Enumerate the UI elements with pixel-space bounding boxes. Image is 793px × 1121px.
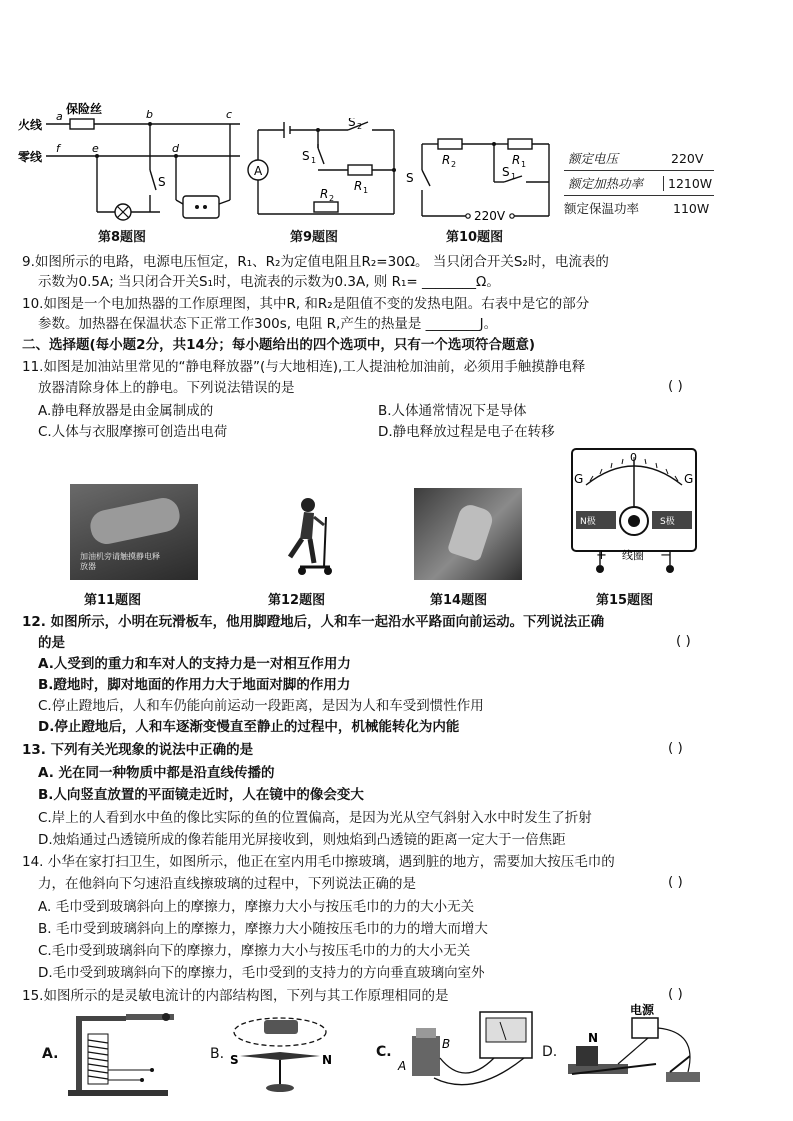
- q14-option-b: B. 毛巾受到玻璃斜向上的摩擦力，摩擦力大小随按压毛巾的力的增大而增大: [38, 921, 488, 937]
- plus-terminal: +: [596, 548, 607, 563]
- q13-option-a: A. 光在同一种物质中都是沿直线传播的: [38, 765, 275, 781]
- q15-option-d-label: D.: [542, 1044, 558, 1060]
- point-d: d: [172, 142, 179, 155]
- q12-line1: 12. 如图所示，小明在玩滑板车，他用脚蹬地后，人和车一起沿水平路面向前运动。下列说法正确: [22, 614, 605, 630]
- point-f: f: [56, 142, 60, 155]
- q10-line2: 参数。加热器在保温状态下正常工作300s, 电阻 R,产生的热量是 ________J。: [38, 316, 498, 332]
- q13-option-d: D.烛焰通过凸透镜所成的像若能用光屏接收到，则烛焰到凸透镜的距离一定大于一倍焦距: [38, 832, 566, 848]
- table-cell-label: 额定加热功率: [568, 176, 644, 191]
- figure-8-caption: 第8题图: [98, 230, 147, 245]
- figure-12-scooter: [280, 495, 340, 577]
- q10-line1: 10.如图是一个电加热器的工作原理图，其中R, 和R₂是阻值不变的发热电阻。右表中是它的部分: [22, 296, 590, 312]
- option-d-n-label: N: [588, 1031, 599, 1045]
- minus-terminal: −: [660, 548, 671, 563]
- q12-option-a: A.人受到的重力和车对人的支持力是一对相互作用力: [38, 656, 351, 672]
- n-pole-label: N极: [580, 517, 596, 527]
- q15-option-a-label: A.: [42, 1046, 59, 1062]
- r1-label: R: [354, 179, 363, 193]
- q14-option-c: C.毛巾受到玻璃斜向下的摩擦力，摩擦力大小与按压毛巾的力的大小无关: [38, 943, 471, 959]
- s1-label: S: [502, 165, 510, 179]
- figure-14-caption: 第14题图: [430, 593, 488, 608]
- figure-10-circuit: [404, 130, 574, 226]
- q13-line1: 13. 下列有关光现象的说法中正确的是: [22, 742, 254, 758]
- g-right-mark: G: [684, 472, 694, 486]
- q11-line1: 11.如图是加油站里常见的“静电释放器”(与大地相连),工人提油枪加油前，必须用手触摸静电释: [22, 359, 586, 375]
- q14-answer-paren: ( ): [668, 874, 683, 890]
- point-b: b: [146, 108, 153, 121]
- option-d-power-label: 电源: [630, 1003, 655, 1017]
- parameter-table: [564, 146, 714, 220]
- table-row: [564, 196, 714, 220]
- s2-subscript: 2: [357, 122, 363, 131]
- q11-option-a: A.静电释放器是由金属制成的: [38, 403, 214, 419]
- neutral-wire-label: 零线: [18, 150, 43, 164]
- option-a-electromagnet-figure: [62, 1010, 182, 1100]
- option-b-n-label: N: [322, 1053, 333, 1067]
- q12-option-b: B.蹬地时，脚对地面的作用力大于地面对脚的作用力: [38, 677, 351, 693]
- coil-label: 线圈: [622, 549, 644, 562]
- figure-9-caption: 第9题图: [290, 230, 339, 245]
- r2-subscript: 2: [329, 194, 335, 203]
- live-wire-label: 火线: [18, 118, 43, 132]
- table-cell-label: 额定电压: [568, 151, 619, 166]
- q14-line2: 力，在他斜向下匀速沿直线擦玻璃的过程中，下列说法正确的是: [38, 876, 416, 892]
- table-cell-value: 110W: [673, 200, 710, 216]
- table-row: [564, 171, 714, 196]
- fuse-label: 保险丝: [66, 102, 103, 116]
- option-b-s-label: S: [230, 1053, 239, 1067]
- option-c-generator-figure: [394, 1008, 544, 1098]
- q15-option-c-label: C.: [376, 1044, 392, 1060]
- s1-subscript: 1: [511, 172, 517, 181]
- q13-answer-paren: ( ): [668, 740, 683, 756]
- r2-label: R: [320, 187, 329, 201]
- section-2-heading: 二、选择题(每小题2分，共14分；每小题给出的四个选项中，只有一个选项符合题意): [22, 337, 536, 353]
- zero-mark: 0: [630, 451, 637, 464]
- option-c-a-label: A: [398, 1059, 407, 1073]
- figure-15-galvanometer: [570, 447, 698, 583]
- q14-option-d: D.毛巾受到玻璃斜向下的摩擦力，毛巾受到的支持力的方向垂直玻璃向室外: [38, 965, 485, 981]
- q13-option-b: B.人向竖直放置的平面镜走近时，人在镜中的像会变大: [38, 787, 364, 803]
- photo-caption-text: 加油机旁请触摸静电释放器: [80, 552, 160, 571]
- r2-label: R: [442, 153, 451, 167]
- point-a: a: [56, 110, 63, 123]
- table-cell-label: 额定保温功率: [564, 201, 640, 216]
- figure-12-caption: 第12题图: [268, 593, 326, 608]
- table-cell-value: 220V: [671, 150, 704, 166]
- q11-answer-paren: ( ): [668, 378, 683, 394]
- point-c: c: [226, 108, 233, 121]
- option-c-b-label: B: [442, 1037, 451, 1051]
- q11-line2: 放器清除身体上的静电。下列说法错误的是: [38, 380, 295, 396]
- r1-subscript: 1: [521, 160, 527, 169]
- figure-14-photo: [414, 488, 522, 580]
- table-cell-value: 1210W: [663, 176, 712, 191]
- q12-answer-paren: ( ): [676, 633, 691, 649]
- r1-subscript: 1: [363, 186, 369, 195]
- ammeter-label: A: [254, 164, 263, 178]
- q9-line1: 9.如图所示的电路，电源电压恒定，R₁、R₂为定值电阻且R₂=30Ω。 当只闭合开关S₂时，电流表的: [22, 254, 609, 270]
- q11-option-c: C.人体与衣服摩擦可创造出电荷: [38, 424, 228, 440]
- q14-line1: 14. 小华在家打扫卫生，如图所示，他正在室内用毛巾擦玻璃，遇到脏的地方，需要加大按压毛巾的: [22, 854, 615, 870]
- q12-line2: 的是: [38, 635, 65, 651]
- s-label: S: [406, 171, 414, 185]
- switch-s-label: S: [158, 175, 166, 189]
- point-e: e: [92, 142, 99, 155]
- q12-option-c: C.停止蹬地后，人和车仍能向前运动一段距离，是因为人和车受到惯性作用: [38, 698, 484, 714]
- q15-line1: 15.如图所示的是灵敏电流计的内部结构图，下列与其工作原理相同的是: [22, 988, 449, 1004]
- figure-9-circuit: [244, 118, 404, 222]
- q15-answer-paren: ( ): [668, 986, 683, 1002]
- figure-10-caption: 第10题图: [446, 230, 504, 245]
- r1-label: R: [512, 153, 521, 167]
- g-left-mark: G: [574, 472, 584, 486]
- option-d-motor-figure: [558, 1002, 708, 1098]
- q11-option-b: B.人体通常情况下是导体: [378, 403, 527, 419]
- r2-subscript: 2: [451, 160, 457, 169]
- option-b-compass-figure: [226, 1008, 336, 1098]
- s-pole-label: S极: [660, 517, 675, 527]
- s1-label: S: [302, 149, 310, 163]
- figure-11-photo: [70, 484, 198, 580]
- q12-option-d: D.停止蹬地后，人和车逐渐变慢直至静止的过程中，机械能转化为内能: [38, 719, 460, 735]
- figure-15-caption: 第15题图: [596, 593, 654, 608]
- s1-subscript: 1: [311, 156, 317, 165]
- table-row: [564, 146, 714, 171]
- voltage-label: 220V: [474, 209, 506, 223]
- q11-option-d: D.静电释放过程是电子在转移: [378, 424, 555, 440]
- q9-line2: 示数为0.5A; 当只闭合开关S₁时，电流表的示数为0.3A, 则 R₁= ________Ω。: [38, 274, 500, 290]
- q15-option-b-label: B.: [210, 1046, 225, 1062]
- s2-label: S: [348, 118, 356, 129]
- q13-option-c: C.岸上的人看到水中鱼的像比实际的鱼的位置偏高，是因为光从空气斜射入水中时发生了折射: [38, 810, 592, 826]
- figure-8-circuit: [18, 100, 248, 222]
- figure-11-caption: 第11题图: [84, 593, 142, 608]
- q14-option-a: A. 毛巾受到玻璃斜向上的摩擦力，摩擦力大小与按压毛巾的力的大小无关: [38, 899, 475, 915]
